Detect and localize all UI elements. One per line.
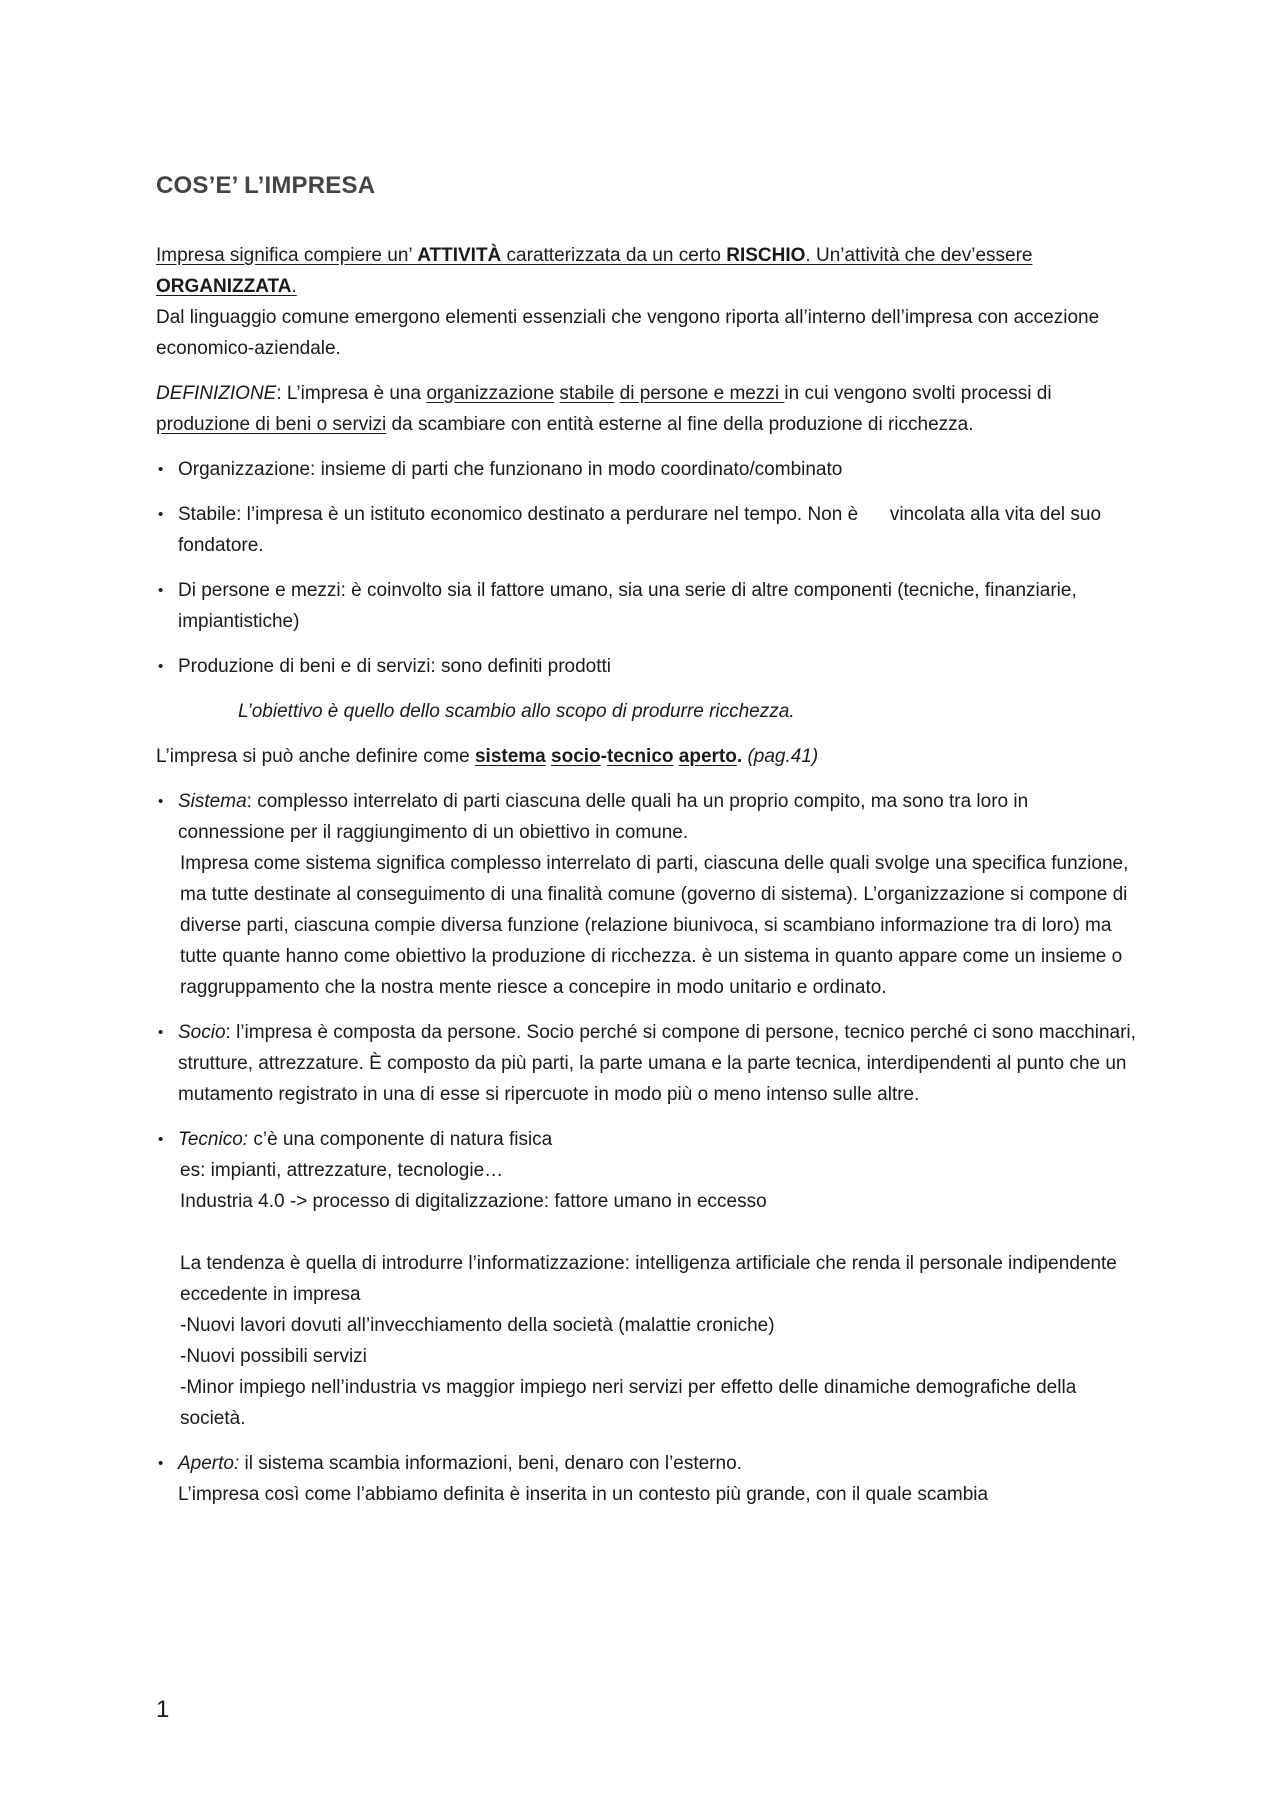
list-item-sistema: • Sistema: complesso interrelato di parti ciascuna delle quali ha un proprio compito, ma sono tra loro in connessione per il raggiungimento di un obiettivo in comune. Impresa come sistema significa complesso interrelato di parti, ciascuna delle quali svolge una specifica funzione, ma tutte destinate al conseguimento di una finalità comune (governo di sistema). L’organizzazione si compone di diverse parti, ciascuna compie diversa funzione (relazione biunivoca, si scambiano informazione tra di loro) ma tutte quante hanno come obiettivo la produzione di ricchezza. è un sistema in quanto appare come un insieme o raggruppamento che la nostra mente riesce a concepire in modo unitario e ordinato. xyxy=(156,786,1136,1003)
list-item-aperto: • Aperto: il sistema scambia informazioni, beni, denaro con l’esterno. L’impresa così come l’abbiamo definita è inserita in un contesto più grande, con il quale scambia xyxy=(156,1448,1136,1510)
list-item-socio: • Socio: l’impresa è composta da persone. Socio perché si compone di persone, tecnico perché ci sono macchinari, strutture, attrezzature. È composto da più parti, la parte umana e la parte tecnica, interdipendenti al punto che un mutamento registrato in una di esse si ripercuote in modo più o meno intenso sulle altre. xyxy=(156,1017,1136,1110)
objective-statement: L’obiettivo è quello dello scambio allo scopo di produrre ricchezza. xyxy=(238,701,795,722)
keyword-rischio: RISCHIO xyxy=(726,245,806,266)
intro-text: Impresa significa compiere un’ ATTIVITÀ caratterizzata da un certo RISCHIO. Un’attività che dev’essere ORGANIZZATA. xyxy=(156,245,1033,297)
list-item: • Stabile: l’impresa è un istituto economico destinato a perdurare nel tempo. Non è vincolata alla vita del suo fondatore. xyxy=(156,499,1136,561)
definition-bullets xyxy=(156,454,1136,682)
keyword-attivita: ATTIVITÀ xyxy=(417,245,502,266)
definition-paragraph: DEFINIZIONE: L’impresa è una organizzazione stabile di persone e mezzi in cui vengono svolti processi di produzione di beni o servizi da scambiare con entità esterne al fine della produzione di ricchezza. xyxy=(156,383,1052,435)
system-definition-line: L’impresa si può anche definire come sistema socio-tecnico aperto. (pag.41) xyxy=(156,746,819,767)
document-page xyxy=(156,172,1136,1510)
page-title: COS’E’ L’IMPRESA xyxy=(156,172,376,199)
page-number: 1 xyxy=(156,1696,170,1723)
system-bullets xyxy=(156,786,1136,1510)
definition-label: DEFINIZIONE xyxy=(156,383,277,404)
list-item: • Di persone e mezzi: è coinvolto sia il fattore umano, sia una serie di altre componenti (tecniche, finanziarie, impiantistiche) xyxy=(156,575,1136,637)
list-item-tecnico: • Tecnico: c’è una componente di natura fisica es: impianti, attrezzature, tecnologie… Industria 4.0 -> processo di digitalizzazione: fattore umano in eccesso La tendenza è quella di introdurre l’informatizzazione: intelligenza artificiale che renda il personale indipendente eccedente in impresa -Nuovi lavori dovuti all’invecchiamento della società (malattie croniche) -Nuovi possibili servizi -Minor impiego nell’industria vs maggior impiego neri servizi per effetto delle dinamiche demografiche della società. xyxy=(156,1124,1136,1434)
list-item: • Produzione di beni e di servizi: sono definiti prodotti xyxy=(156,651,1136,682)
intro-paragraph-2: Dal linguaggio comune emergono elementi essenziali che vengono riporta all’interno dell’impresa con accezione economico-aziendale. xyxy=(156,307,1100,359)
keyword-organizzata: ORGANIZZATA xyxy=(156,276,292,297)
list-item: • Organizzazione: insieme di parti che funzionano in modo coordinato/combinato xyxy=(156,454,1136,485)
intro-paragraph xyxy=(156,240,1136,302)
